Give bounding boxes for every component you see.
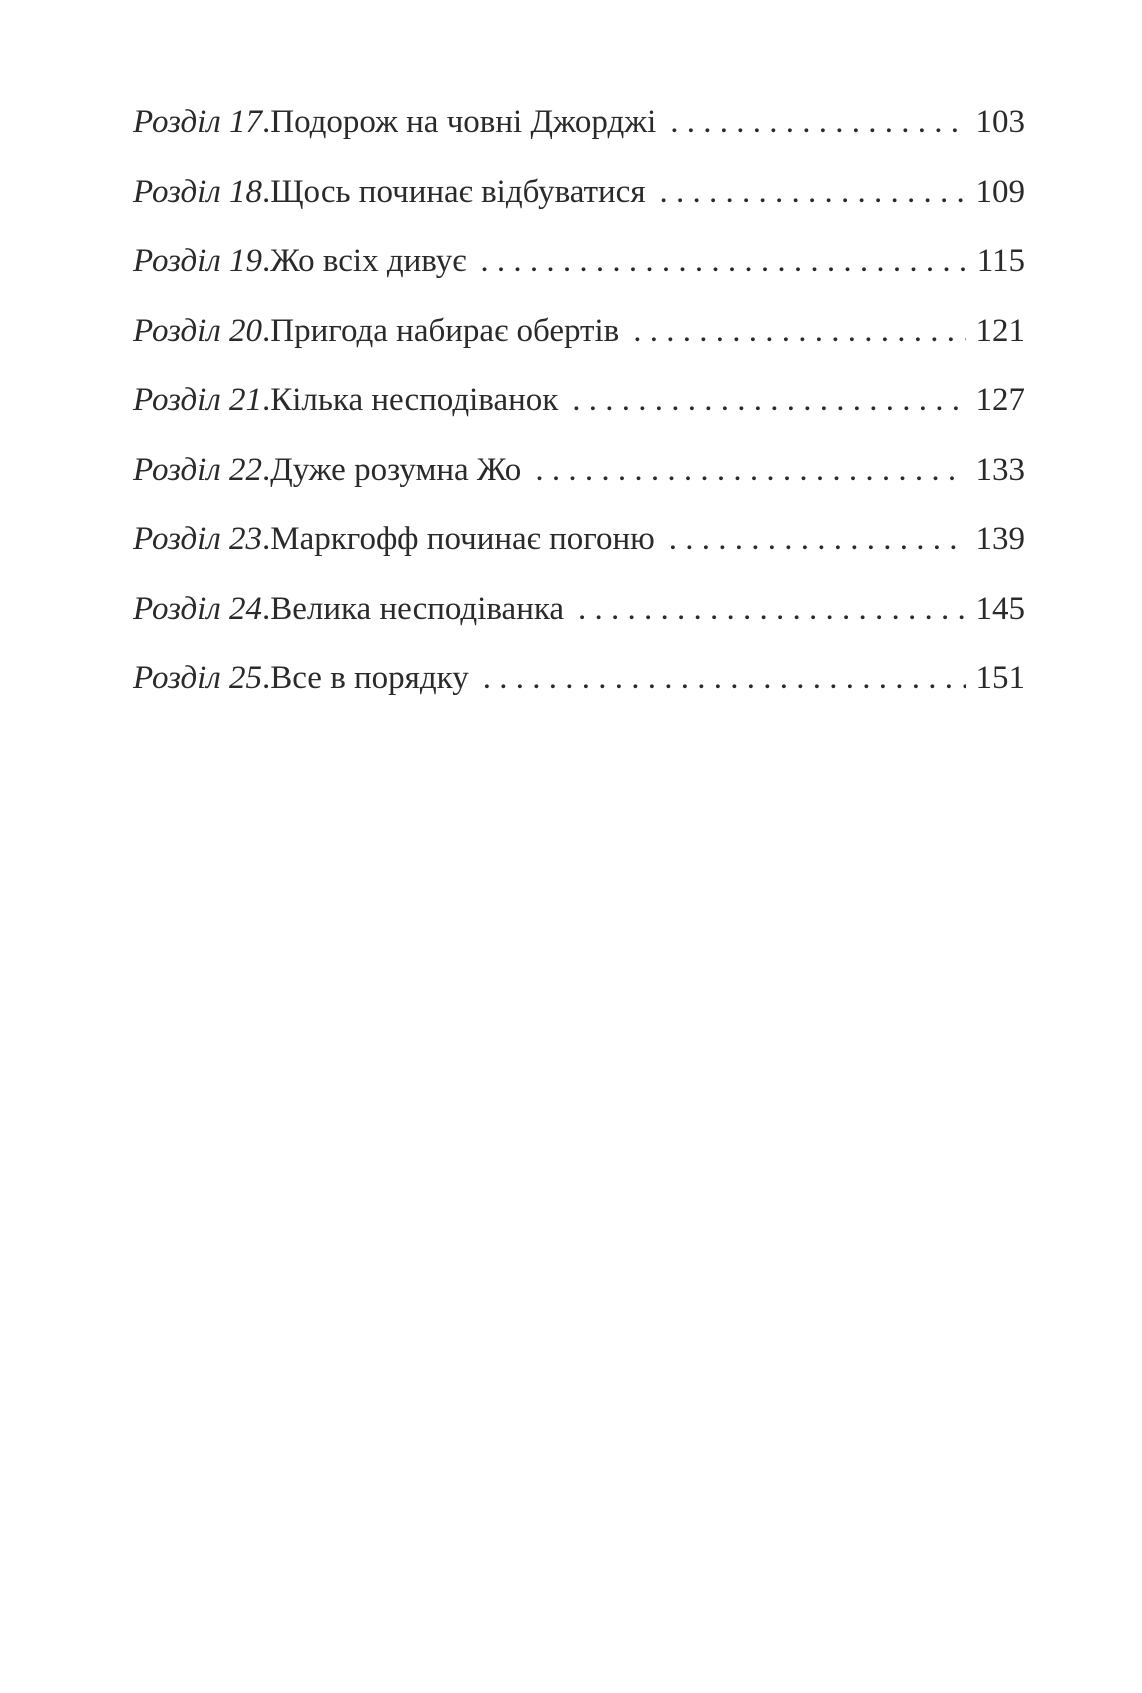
chapter-label: Розділ 17 — [133, 104, 262, 140]
page-number: 127 — [975, 382, 1025, 418]
chapter-separator: . — [261, 590, 271, 627]
chapter-title: Велика несподіванка — [270, 590, 565, 627]
chapter-label: Розділ 19 — [133, 243, 262, 279]
chapter-title: Маркгофф починає погоню — [270, 521, 655, 557]
chapter-separator: . — [261, 104, 271, 140]
toc-entry-23 — [133, 521, 1025, 591]
chapter-title: Пригода набирає обертів — [270, 312, 620, 349]
page-number: 121 — [975, 312, 1025, 349]
chapter-separator: . — [261, 173, 271, 210]
dot-leader — [483, 660, 966, 697]
chapter-separator: . — [261, 521, 271, 557]
chapter-separator: . — [261, 382, 271, 418]
chapter-label: Розділ 24 — [133, 590, 262, 627]
page-number: 103 — [975, 104, 1025, 140]
chapter-label: Розділ 25 — [133, 660, 262, 696]
chapter-separator: . — [261, 451, 271, 488]
chapter-separator: . — [261, 312, 271, 349]
toc-entry-24 — [133, 591, 1025, 661]
table-of-contents — [133, 104, 1025, 730]
toc-entry-22 — [133, 452, 1025, 522]
page-number: 151 — [975, 660, 1025, 696]
dot-leader — [480, 243, 966, 280]
chapter-label: Розділ 18 — [133, 173, 262, 210]
toc-entry-17 — [133, 104, 1025, 174]
chapter-separator: . — [261, 660, 271, 696]
chapter-title: Кілька несподіванок — [270, 382, 559, 418]
toc-entry-20 — [133, 313, 1025, 383]
chapter-label: Розділ 21 — [133, 382, 262, 418]
toc-entry-19 — [133, 243, 1025, 313]
dot-leader — [572, 382, 965, 419]
dot-leader — [660, 174, 966, 211]
chapter-title: Подорож на човні Джорджі — [270, 104, 657, 140]
dot-leader — [670, 104, 965, 141]
page-number: 133 — [975, 451, 1025, 488]
chapter-label: Розділ 20 — [133, 312, 262, 349]
chapter-title: Щось починає відбуватися — [270, 173, 646, 210]
toc-entry-18 — [133, 174, 1025, 244]
page-number: 139 — [975, 521, 1025, 557]
dot-leader — [535, 452, 965, 489]
dot-leader — [578, 591, 965, 628]
dot-leader — [669, 521, 966, 558]
chapter-title: Жо всіх дивує — [270, 243, 467, 279]
chapter-title: Все в порядку — [270, 660, 469, 696]
chapter-label: Розділ 23 — [133, 521, 262, 557]
page-number: 115 — [976, 243, 1025, 279]
toc-entry-25 — [133, 660, 1025, 730]
page-number: 145 — [975, 590, 1025, 627]
page-number: 109 — [975, 173, 1025, 210]
dot-leader — [633, 313, 965, 350]
chapter-label: Розділ 22 — [133, 451, 262, 488]
chapter-title: Дуже розумна Жо — [270, 451, 522, 488]
chapter-separator: . — [261, 243, 271, 279]
toc-entry-21 — [133, 382, 1025, 452]
